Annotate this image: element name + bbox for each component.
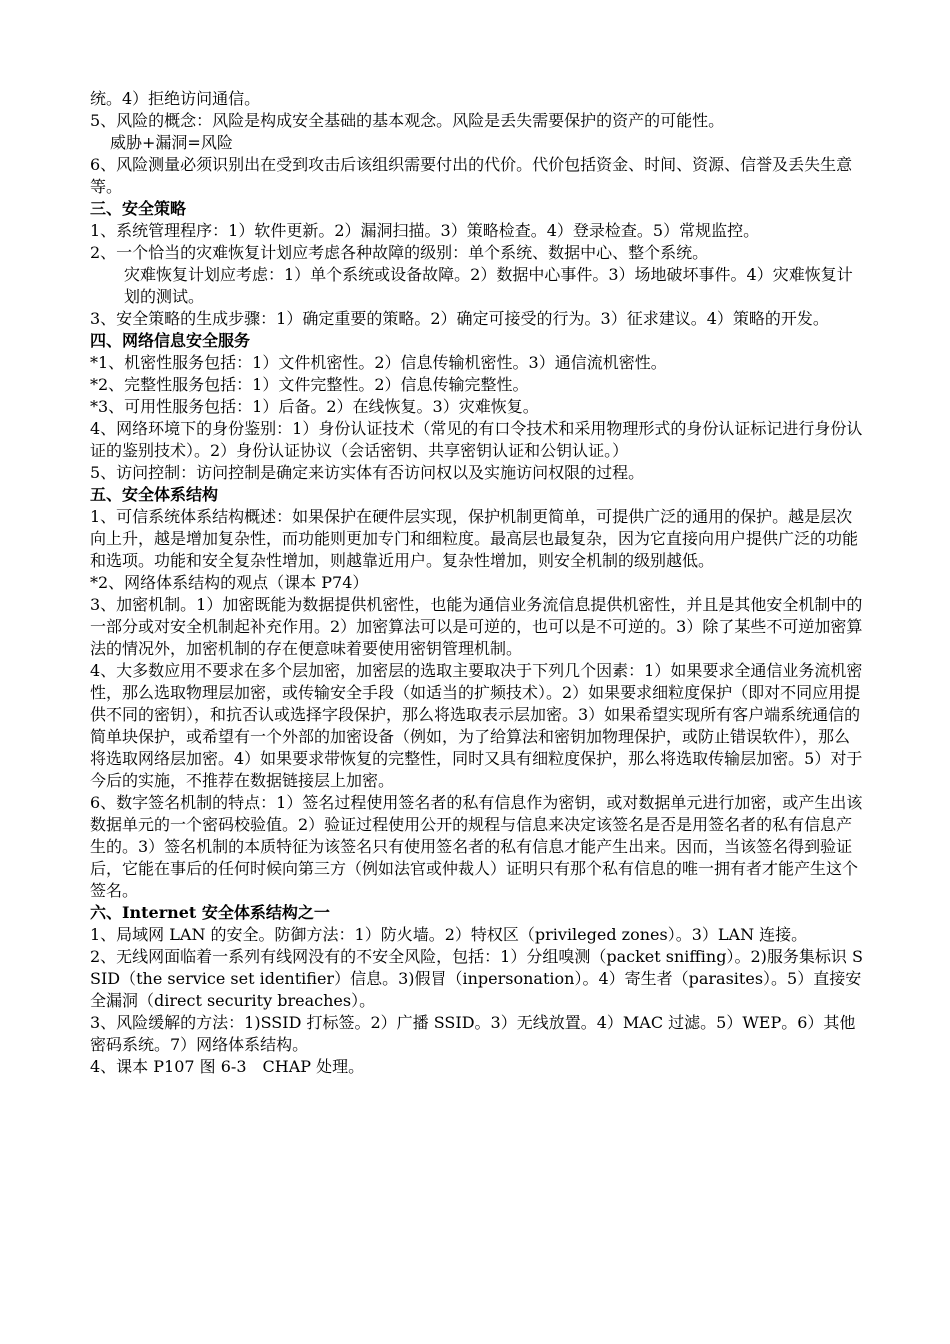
paragraph: 5、风险的概念：风险是构成安全基础的基本观念。风险是丢失需要保护的资产的可能性。	[90, 111, 725, 130]
paragraph: 6、风险测量必须识别出在受到攻击后该组织需要付出的代价。代价包括资金、时间、资源、信誉及丢失生意等。	[90, 155, 853, 196]
paragraph: 2、一个恰当的灾难恢复计划应考虑各种故障的级别：单个系统、数据中心、整个系统。	[90, 243, 709, 262]
paragraph: 统。4）拒绝访问通信。	[90, 89, 261, 108]
paragraph: 6、数字签名机制的特点：1）签名过程使用签名者的私有信息作为密钥，或对数据单元进行加密，或产生出该数据单元的一个密码校验值。2）验证过程使用公开的规程与信息来决定该签名是否是用签名者的私有信息产生的。3）签名机制的本质特征为该签名只有使用签名者的私有信息才能产生出来。因而，当该签名得到验证后，它能在事后的任何时候向第三方（例如法官或仲裁人）证明只有那个私有信息的唯一拥有者才能产生这个签名。	[90, 793, 863, 900]
paragraph: *2、完整性服务包括：1）文件完整性。2）信息传输完整性。	[90, 375, 529, 394]
paragraph: *2、网络体系结构的观点（课本 P74）	[90, 573, 369, 592]
section-heading: 四、网络信息安全服务	[90, 331, 251, 350]
paragraph: 1、局域网 LAN 的安全。防御方法：1）防火墙。2）特权区（privileged zones）。3）LAN 连接。	[90, 925, 808, 944]
document-page	[90, 88, 865, 1078]
paragraph: 1、可信系统体系结构概述：如果保护在硬件层实现，保护机制更简单，可提供广泛的通用的保护。越是层次向上升，越是增加复杂性，而功能则更加专门和细粒度。最高层也最复杂，因为它直接向用户提供广泛的功能和选项。功能和安全复杂性增加，则越靠近用户。复杂性增加，则安全机制的级别越低。	[90, 507, 859, 570]
paragraph: 4、课本 P107 图 6-3 CHAP 处理。	[90, 1057, 365, 1076]
paragraph: 5、访问控制：访问控制是确定来访实体有否访问权以及实施访问权限的过程。	[90, 463, 645, 482]
paragraph: 1、系统管理程序：1）软件更新。2）漏洞扫描。3）策略检查。4）登录检查。5）常规监控。	[90, 221, 760, 240]
section-heading: 五、安全体系结构	[90, 485, 219, 504]
paragraph: *3、可用性服务包括：1）后备。2）在线恢复。3）灾难恢复。	[90, 397, 539, 416]
paragraph: 威胁+漏洞=风险	[110, 133, 233, 152]
section-heading: 三、安全策略	[90, 199, 187, 218]
paragraph: 3、风险缓解的方法：1)SSID 打标签。2）广播 SSID。3）无线放置。4）MAC 过滤。5）WEP。6）其他密码系统。7）网络体系结构。	[90, 1013, 856, 1054]
paragraph: 4、网络环境下的身份鉴别：1）身份认证技术（常见的有口令技术和采用物理形式的身份认证标记进行身份认证的鉴别技术）。2）身份认证协议（会话密钥、共享密钥认证和公钥认证。）	[90, 419, 863, 460]
paragraph: 3、加密机制。1）加密既能为数据提供机密性，也能为通信业务流信息提供机密性，并且是其他安全机制中的一部分或对安全机制起补充作用。2）加密算法可以是可逆的，也可以是不可逆的。3）除了某些不可逆加密算法的情况外，加密机制的存在便意味着要使用密钥管理机制。	[90, 595, 863, 658]
paragraph: 3、安全策略的生成步骤：1）确定重要的策略。2）确定可接受的行为。3）征求建议。4）策略的开发。	[90, 309, 829, 328]
paragraph: 4、大多数应用不要求在多个层加密，加密层的选取主要取决于下列几个因素：1）如果要求全通信业务流机密性，那么选取物理层加密，或传输安全手段（如适当的扩频技术）。2）如果要求细粒度保护（即对不同应用提供不同的密钥），和抗否认或选择字段保护，那么将选取表示层加密。3）如果希望实现所有客户端系统通信的简单块保护，或希望有一个外部的加密设备（例如，为了给算法和密钥加物理保护，或防止错误软件），那么将选取网络层加密。4）如果要求带恢复的完整性，同时又具有细粒度保护，那么将选取传输层加密。5）对于今后的实施，不推荐在数据链接层上加密。	[90, 661, 863, 790]
section-heading: 六、Internet 安全体系结构之一	[90, 903, 330, 922]
paragraph: 灾难恢复计划应考虑：1）单个系统或设备故障。2）数据中心事件。3）场地破坏事件。4）灾难恢复计划的测试。	[124, 265, 853, 306]
paragraph: 2、无线网面临着一系列有线网没有的不安全风险，包括：1）分组嗅测（packet sniffing）。2)服务集标识 SSID（the service set identifier）信息。3)假冒（inpersonation）。4）寄生者（parasites）。5）直接安全漏洞（direct security breaches）。	[90, 947, 863, 1010]
paragraph: *1、机密性服务包括：1）文件机密性。2）信息传输机密性。3）通信流机密性。	[90, 353, 667, 372]
